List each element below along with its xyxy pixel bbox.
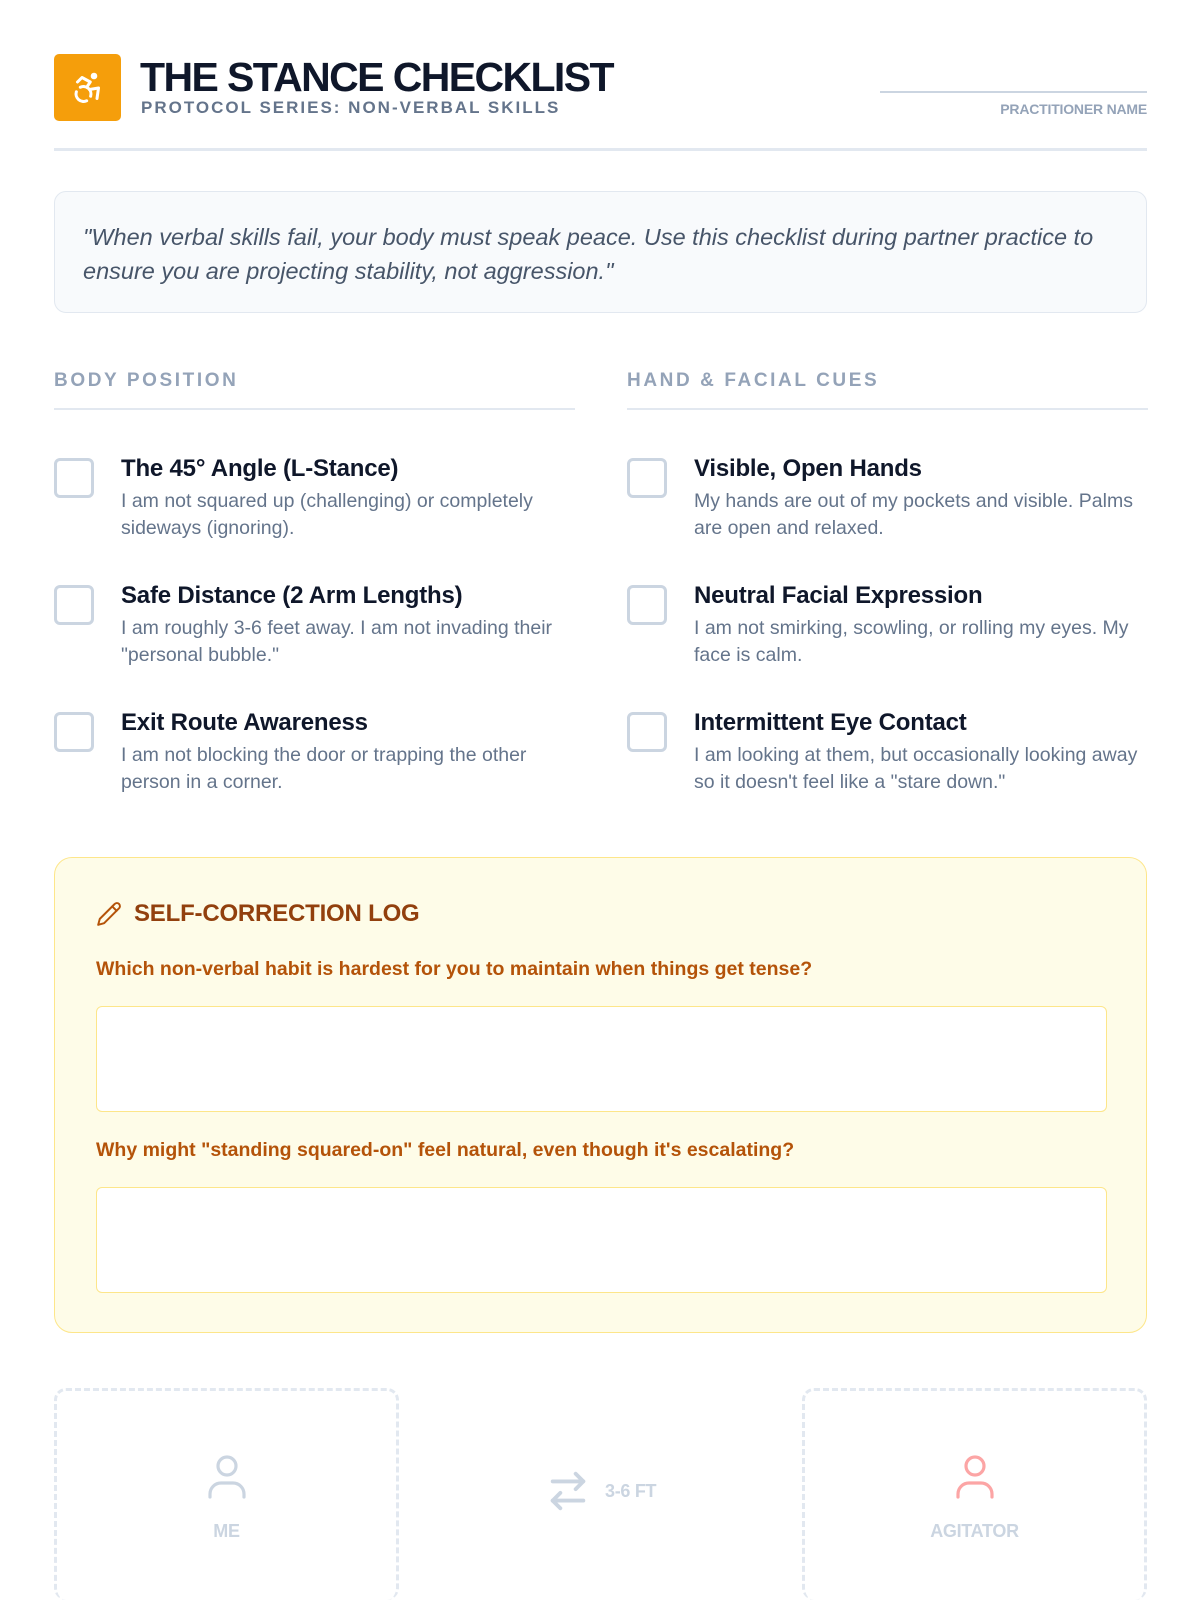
practitioner-name-line[interactable] bbox=[880, 91, 1147, 93]
accessibility-icon bbox=[70, 70, 106, 106]
me-figure-box bbox=[54, 1388, 399, 1600]
self-correction-log bbox=[54, 857, 1147, 1333]
intro-quote: "When verbal skills fail, your body must speak peace. Use this checklist during partner practice to ensure you are projecting stability, not aggression." bbox=[54, 191, 1147, 313]
checkbox[interactable] bbox=[54, 458, 94, 498]
section-heading: BODY POSITION bbox=[54, 370, 575, 410]
item-description: I am not squared up (challenging) or completely sideways (ignoring). bbox=[121, 490, 533, 539]
swap-arrows-icon bbox=[545, 1468, 591, 1514]
log-title: SELF-CORRECTION LOG bbox=[134, 900, 420, 927]
log-answer-1[interactable] bbox=[96, 1006, 1107, 1112]
log-header bbox=[96, 900, 420, 928]
checklist-item bbox=[54, 708, 575, 835]
section-heading: HAND & FACIAL CUES bbox=[627, 370, 1148, 410]
checklist-item bbox=[54, 454, 575, 581]
log-answer-2[interactable] bbox=[96, 1187, 1107, 1293]
distance-indicator bbox=[545, 1468, 656, 1514]
checkbox[interactable] bbox=[54, 585, 94, 625]
distance-label: 3-6 FT bbox=[605, 1480, 657, 1501]
person-icon bbox=[207, 1453, 247, 1504]
checklist-item bbox=[54, 581, 575, 708]
person-icon bbox=[955, 1453, 995, 1504]
hand-facial-section bbox=[627, 370, 1148, 835]
item-title: Visible, Open Hands bbox=[694, 455, 922, 482]
pencil-icon bbox=[96, 901, 122, 927]
body-position-section bbox=[54, 370, 575, 835]
item-description: My hands are out of my pockets and visible. Palms are open and relaxed. bbox=[694, 490, 1133, 539]
checkbox[interactable] bbox=[627, 585, 667, 625]
item-title: Safe Distance (2 Arm Lengths) bbox=[121, 582, 463, 609]
item-title: Exit Route Awareness bbox=[121, 709, 368, 736]
page-subtitle: PROTOCOL SERIES: NON-VERBAL SKILLS bbox=[141, 98, 561, 117]
item-title: The 45° Angle (L-Stance) bbox=[121, 455, 399, 482]
item-description: I am looking at them, but occasionally looking away so it doesn't feel like a "stare down." bbox=[694, 744, 1138, 793]
agitator-label: AGITATOR bbox=[930, 1521, 1019, 1541]
logo bbox=[54, 54, 121, 121]
item-title: Intermittent Eye Contact bbox=[694, 709, 967, 736]
item-description: I am not blocking the door or trapping the other person in a corner. bbox=[121, 744, 527, 793]
page-title: THE STANCE CHECKLIST bbox=[140, 54, 613, 100]
log-question-1: Which non-verbal habit is hardest for you to maintain when things get tense? bbox=[96, 958, 813, 980]
practitioner-name-label: PRACTITIONER NAME bbox=[1000, 101, 1147, 117]
checklist-item bbox=[627, 454, 1148, 581]
checkbox[interactable] bbox=[627, 458, 667, 498]
agitator-figure-box bbox=[802, 1388, 1147, 1600]
checkbox[interactable] bbox=[54, 712, 94, 752]
checklist-item bbox=[627, 708, 1148, 835]
item-description: I am roughly 3-6 feet away. I am not invading their "personal bubble." bbox=[121, 617, 553, 666]
log-question-2: Why might "standing squared-on" feel natural, even though it's escalating? bbox=[96, 1139, 795, 1161]
item-title: Neutral Facial Expression bbox=[694, 582, 983, 609]
checkbox[interactable] bbox=[627, 712, 667, 752]
me-label: ME bbox=[213, 1521, 240, 1541]
checklist-item bbox=[627, 581, 1148, 708]
header bbox=[54, 54, 1147, 151]
item-description: I am not smirking, scowling, or rolling my eyes. My face is calm. bbox=[694, 617, 1129, 666]
